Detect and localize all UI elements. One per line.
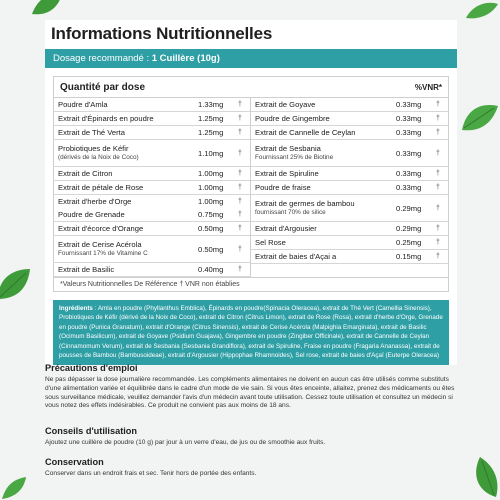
leaf-icon — [460, 100, 500, 136]
leaf-icon — [462, 0, 500, 20]
storage-section — [45, 457, 455, 479]
quantity-header: Quantité par dose — [60, 81, 146, 93]
nutrient-value: 1.00mg — [198, 197, 224, 206]
usage-section — [45, 426, 455, 448]
table-row — [251, 195, 448, 222]
table-row — [54, 98, 250, 112]
nutrient-name — [58, 224, 198, 233]
nutrient-name — [58, 169, 198, 178]
nutrient-value: 1.00mg — [198, 169, 224, 178]
footnote: *Valeurs Nutritionnelles De Référence † VNR non établies — [54, 277, 448, 291]
vnr-mark: † — [238, 184, 242, 191]
nutrient-label: Extrait de Sesbania — [255, 144, 321, 153]
nutrient-value: 0.50mg — [198, 244, 224, 254]
storage-title: Conservation — [45, 457, 104, 467]
vnr-mark: † — [436, 184, 440, 191]
dosage-value: 1 Cuillère (10g) — [151, 53, 220, 64]
table-row — [54, 236, 250, 263]
vnr-mark: † — [436, 170, 440, 177]
table-row — [251, 126, 448, 140]
vnr-mark: † — [238, 245, 242, 253]
vnr-mark: † — [238, 115, 242, 122]
precautions-text: Ne pas dépasser la dose journalière recommandée. Les compléments alimentaires ne doivent en aucun cas être utilisés comme substituts d'une alimentation variée et équilibrée dans le cadre d'un mode de vie sain. Si vous êtes enceinte, allaitez, prenez des médicaments ou êtes sous surveillance médicale, veuillez demander l'avis d'un médecin avant toute utilisation. Cessez toute utilisation et consultez un médecin si vous notez des effets indésirables. Ce produit ne convient pas aux moins de 18 ans. — [45, 376, 455, 410]
nutrient-label: Probiotiques de Kéfir — [58, 144, 129, 153]
nutrient-name — [58, 144, 198, 162]
vnr-mark: † — [238, 170, 242, 177]
nutrient-value: 0.33mg — [396, 100, 422, 109]
nutrient-label: Extrait de baies d'Açai a — [255, 252, 337, 261]
leaf-icon — [0, 265, 34, 305]
table-row — [251, 236, 448, 250]
right-column — [251, 98, 448, 277]
nutrient-name: Poudre de Grenade — [58, 210, 125, 219]
nutrient-value: 0.33mg — [396, 148, 422, 158]
nutrient-value: 1.25mg — [198, 114, 224, 123]
nutrient-label: Extrait de Basilic — [58, 265, 115, 274]
nutrient-value: 0.33mg — [396, 128, 422, 137]
nutrient-name — [58, 240, 198, 258]
vnr-mark: † — [238, 149, 242, 157]
nutrient-label: Extrait de Thé Verta — [58, 128, 125, 137]
nutrition-table — [53, 76, 449, 292]
nutrient-name — [58, 183, 198, 192]
nutrient-label: Extrait d'écorce d'Orange — [58, 224, 144, 233]
table-row — [54, 263, 250, 277]
nutrient-name — [58, 128, 198, 137]
nutrient-label: Extrait de Spiruline — [255, 169, 319, 178]
table-row — [54, 195, 250, 222]
row-line — [58, 208, 246, 221]
vnr-mark: † — [436, 204, 440, 212]
row-stack — [58, 195, 246, 221]
ingredients-text: : Amla en poudre (Phyllanthus Emblica), Épinards en poudre(Spinacia Oleracea), extrait de Thé Vert (Camellia Sinensis), Probiotiques de Kéfir (dérivé de la Noix de Coco), extrait de Citron (Citrus Limon), extrait de Rose (Rosa), extrait d'herbe d'Orge, Grenade en poudre (Punica Granatum), extrait d'Orange (Citrus Sinensis), extrait de Cerise Acérola (Malpighia Emarginata), extrait de Basilic (Ocimum Basilicum), extrait de Goyave (Psidium Guajava), Gingembre en poudre (Zingiber Officinale), extrait de Cannelle de Ceylan (Cinnamomum Verum), extrait de Sesbania (Sesbania Grandiflora), extrait de Spiruline, Fraise en poudre (Fragaria Ananassa), extrait de pousses de Bambou (Bambusoideae), extrait d'Argousier (Hippophae Rhamnoides), Sel rose, extrait de baies d'Açaï (Euterpe Oleracea) — [59, 305, 443, 360]
nutrient-name — [255, 224, 396, 233]
nutrient-value: 1.25mg — [198, 128, 224, 137]
nutrient-value: 0.33mg — [396, 183, 422, 192]
vnr-mark: † — [436, 253, 440, 260]
nutrient-sub: Fournissant 25% de Biotine — [255, 154, 334, 161]
left-column — [54, 98, 251, 277]
ingredients-box — [53, 300, 449, 365]
nutrient-name — [58, 114, 198, 123]
nutrient-sub: Fournissant 17% de Vitamine C — [58, 250, 148, 257]
vnr-mark: † — [436, 239, 440, 246]
nutrient-value: 0.33mg — [396, 169, 422, 178]
table-row — [251, 140, 448, 167]
nutrient-label: Extrait de Cerise Acérola — [58, 240, 142, 249]
table-header — [54, 77, 448, 98]
table-row — [54, 181, 250, 195]
vnr-mark: † — [436, 101, 440, 108]
nutrition-panel — [45, 20, 457, 365]
table-row — [251, 222, 448, 236]
vnr-mark: † — [238, 225, 242, 232]
nutrient-value: 1.00mg — [198, 183, 224, 192]
nutrient-label: Extrait de pétale de Rose — [58, 183, 144, 192]
nutrient-name — [58, 100, 198, 109]
table-row — [54, 140, 250, 167]
nutrient-value: 0.25mg — [396, 238, 422, 247]
nutrient-label: Extrait de Citron — [58, 169, 113, 178]
nutrient-label: Extrait d'Argousier — [255, 224, 317, 233]
table-row — [54, 126, 250, 140]
table-row — [251, 181, 448, 195]
table-row — [251, 250, 448, 264]
nutrient-sub: fournissant 70% de silice — [255, 209, 326, 216]
nutrient-value: 0.29mg — [396, 224, 422, 233]
nutrient-value: 0.15mg — [396, 252, 422, 261]
nutrient-label: Sel Rose — [255, 238, 286, 247]
usage-text: Ajoutez une cuillère de poudre (10 g) par jour à un verre d'eau, de jus ou de smoothie aux fruits. — [45, 439, 326, 446]
vnr-header: %VNR* — [414, 82, 442, 92]
nutrient-name — [255, 199, 396, 217]
table-row — [251, 98, 448, 112]
table-row — [54, 167, 250, 181]
table-row — [251, 112, 448, 126]
vnr-mark: † — [238, 211, 242, 218]
nutrient-name — [255, 128, 396, 137]
nutrient-value: 0.50mg — [198, 224, 224, 233]
page-title: Informations Nutritionnelles — [51, 24, 273, 43]
vnr-mark: † — [436, 225, 440, 232]
nutrient-name — [255, 100, 396, 109]
vnr-mark: † — [238, 198, 242, 205]
usage-title: Conseils d'utilisation — [45, 426, 138, 436]
nutrient-name — [255, 252, 396, 261]
ingredients-label: Ingrédients — [59, 305, 93, 312]
nutrient-name — [255, 114, 396, 123]
nutrient-label: Poudre de fraise — [255, 183, 311, 192]
precautions-title: Précautions d'emploi — [45, 363, 138, 373]
nutrient-value: 1.33mg — [198, 100, 224, 109]
nutrient-value: 0.29mg — [396, 203, 422, 213]
leaf-icon — [30, 0, 64, 18]
precautions-section — [45, 363, 455, 411]
dosage-label: Dosage recommandé : — [53, 53, 152, 64]
nutrient-label: Extrait de Goyave — [255, 100, 316, 109]
nutrient-label: Extrait d'Épinards en poudre — [58, 114, 154, 123]
nutrient-name — [255, 183, 396, 192]
vnr-mark: † — [436, 149, 440, 157]
nutrient-name — [255, 169, 396, 178]
nutrient-value: 0.33mg — [396, 114, 422, 123]
leaf-icon — [0, 475, 28, 500]
table-row — [54, 112, 250, 126]
nutrient-value: 0.40mg — [198, 265, 224, 274]
vnr-mark: † — [436, 129, 440, 136]
storage-text: Conserver dans un endroit frais et sec. Tenir hors de portée des enfants. — [45, 470, 257, 477]
nutrient-name: Extrait d'herbe d'Orge — [58, 197, 132, 206]
table-row — [54, 222, 250, 236]
nutrient-value: 0.75mg — [198, 210, 224, 219]
nutrient-name — [255, 144, 396, 162]
vnr-mark: † — [238, 129, 242, 136]
vnr-mark: † — [238, 266, 242, 273]
nutrient-name — [255, 238, 396, 247]
nutrient-label: Extrait de germes de bambou — [255, 199, 355, 208]
vnr-mark: † — [436, 115, 440, 122]
nutrient-label: Poudre d'Amla — [58, 100, 108, 109]
nutrient-label: Poudre de Gingembre — [255, 114, 330, 123]
vnr-mark: † — [238, 101, 242, 108]
nutrient-label: Extrait de Cannelle de Ceylan — [255, 128, 356, 137]
nutrient-name — [58, 265, 198, 274]
nutrient-value: 1.10mg — [198, 148, 224, 158]
row-line — [58, 195, 246, 208]
leaf-icon — [470, 455, 500, 500]
nutrient-sub: (dérivés de la Noix de Coco) — [58, 154, 139, 161]
table-row — [251, 167, 448, 181]
dosage-bar — [45, 49, 457, 68]
